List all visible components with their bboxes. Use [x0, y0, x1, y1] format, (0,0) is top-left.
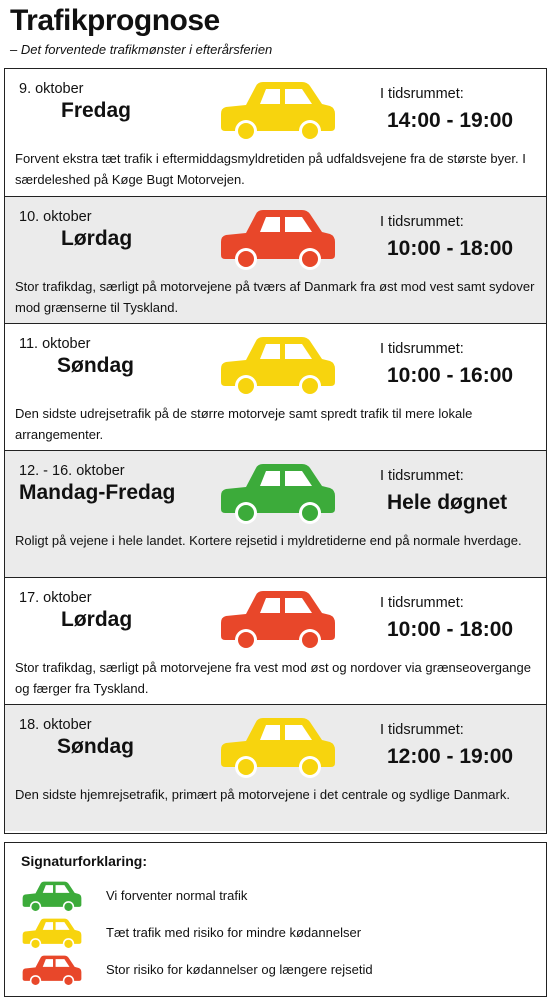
- car-icon: [21, 953, 83, 987]
- row-description: Den sidste udrejsetrafik på de større motorveje samt spredt trafik til mere lokale arrangementer.: [15, 406, 473, 442]
- forecast-table: [4, 68, 547, 834]
- row-day: Lørdag: [61, 227, 133, 250]
- legend-text: Tæt trafik med risiko for mindre kødannelser: [106, 925, 362, 940]
- row-date: 11. oktober: [19, 336, 91, 352]
- car-icon: [218, 77, 338, 143]
- period-time: Hele døgnet: [387, 491, 508, 514]
- period-time: 14:00 - 19:00: [387, 109, 514, 132]
- forecast-row: [5, 69, 546, 196]
- car-icon: [218, 713, 338, 779]
- row-description: Stor trafikdag, særligt på motorvejene på tværs af Danmark fra øst mod vest samt sydover mod grænserne til Tyskland.: [15, 279, 535, 315]
- period-time: 12:00 - 19:00: [387, 745, 514, 768]
- row-description: Den sidste hjemrejsetrafik, primært på motorvejene i det centrale og sydlige Danmark.: [15, 787, 510, 802]
- period-label: I tidsrummet:: [380, 722, 464, 738]
- period-label: I tidsrummet:: [380, 341, 464, 357]
- legend-text: Stor risiko for kødannelser og længere rejsetid: [106, 962, 373, 977]
- forecast-row: [5, 196, 546, 323]
- row-day: Fredag: [61, 99, 132, 122]
- row-day: Mandag-Fredag: [19, 481, 176, 504]
- forecast-row: [5, 704, 546, 831]
- period-label: I tidsrummet:: [380, 214, 464, 230]
- car-icon: [218, 586, 338, 652]
- legend-item-red: [21, 953, 531, 983]
- legend-item-green: [21, 879, 531, 909]
- row-description: Stor trafikdag, særligt på motorvejene fra vest mod øst og nordover via grænseovergange og færger fra Tyskland.: [15, 660, 531, 696]
- legend-title: Signaturforklaring:: [21, 853, 148, 869]
- car-icon: [21, 916, 83, 950]
- row-date: 9. oktober: [19, 81, 84, 97]
- period-label: I tidsrummet:: [380, 86, 464, 102]
- row-date: 17. oktober: [19, 590, 92, 606]
- car-icon: [218, 459, 338, 525]
- row-date: 10. oktober: [19, 209, 92, 225]
- page-title: Trafikprognose: [10, 4, 220, 37]
- row-date: 12. - 16. oktober: [19, 463, 125, 479]
- period-label: I tidsrummet:: [380, 595, 464, 611]
- car-icon: [218, 332, 338, 398]
- row-day: Søndag: [57, 354, 134, 377]
- forecast-row: [5, 323, 546, 450]
- row-day: Søndag: [57, 735, 134, 758]
- car-icon: [218, 205, 338, 271]
- forecast-row: [5, 577, 546, 704]
- forecast-row: [5, 450, 546, 577]
- legend-item-yellow: [21, 916, 531, 946]
- legend: [4, 842, 547, 997]
- row-date: 18. oktober: [19, 717, 92, 733]
- row-description: Forvent ekstra tæt trafik i eftermiddagsmyldretiden på udfaldsvejene fra de største byer. I særdeleshed på Køge Bugt Motorvejen.: [15, 151, 526, 187]
- page-subtitle: – Det forventede trafikmønster i efterårsferien: [10, 42, 273, 57]
- row-day: Lørdag: [61, 608, 133, 631]
- period-time: 10:00 - 18:00: [387, 618, 514, 641]
- period-label: I tidsrummet:: [380, 468, 464, 484]
- period-time: 10:00 - 18:00: [387, 237, 514, 260]
- period-time: 10:00 - 16:00: [387, 364, 514, 387]
- car-icon: [21, 879, 83, 913]
- row-description: Roligt på vejene i hele landet. Kortere rejsetid i myldretiderne end på normale hverdage.: [15, 533, 522, 548]
- legend-text: Vi forventer normal trafik: [106, 888, 248, 903]
